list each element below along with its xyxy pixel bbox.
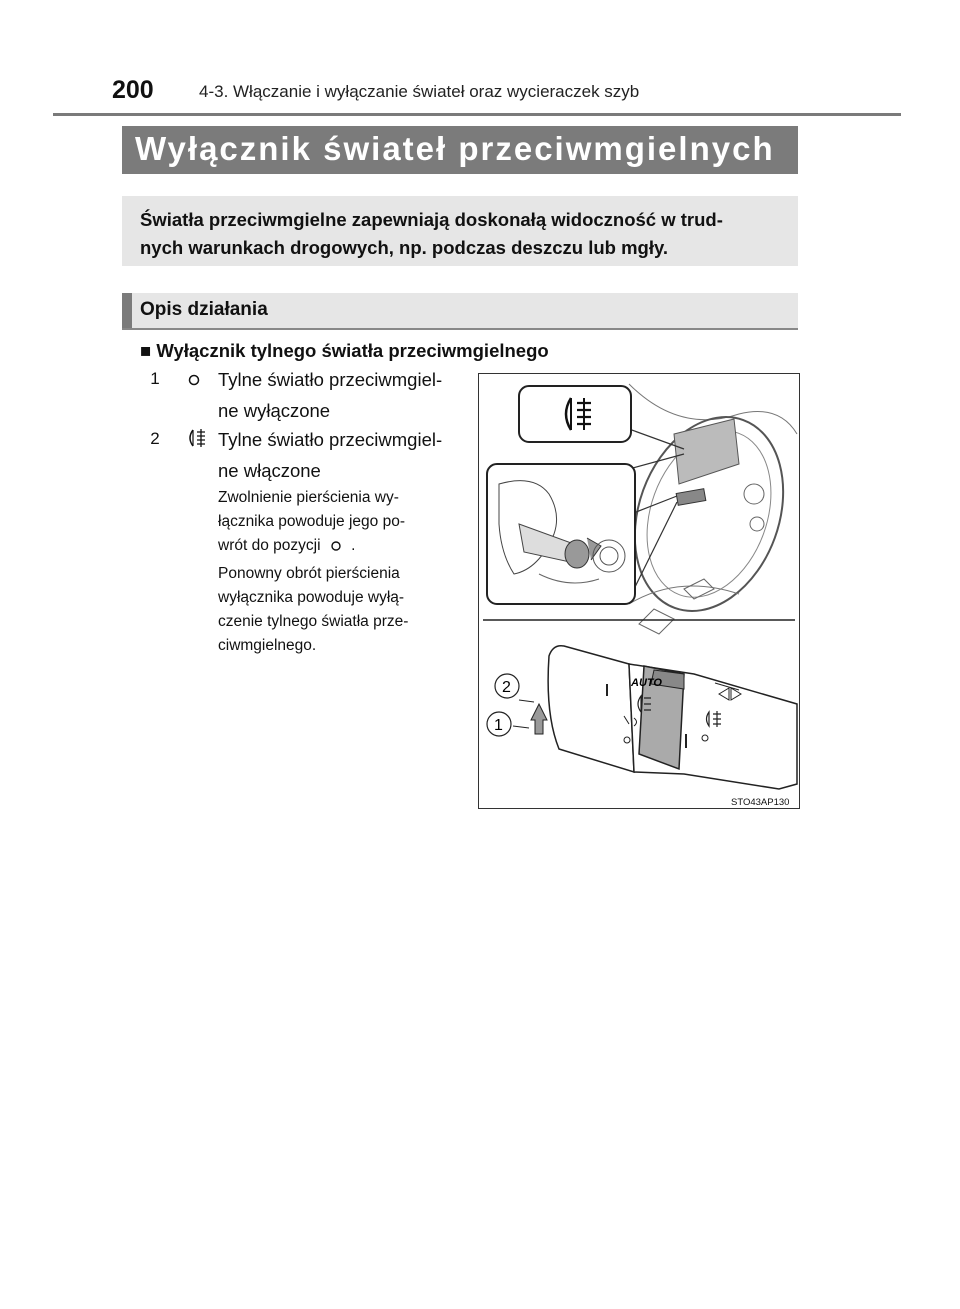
item-1-line-2: ne wyłączone [218, 400, 331, 421]
intro-line-1: Światła przeciwmgielne zapewniają doskonałą widoczność w trud- [140, 209, 723, 230]
note-2-line-4: ciwmgielnego. [218, 637, 317, 654]
subheading: ■ Wyłącznik tylnego światła przeciwmgielnego [140, 340, 549, 361]
item-2-text [218, 424, 464, 486]
note-1-line-3 [218, 534, 464, 558]
intro-line-2: nych warunkach drogowych, np. podczas deszczu lub mgły. [140, 237, 669, 258]
rear-fog-lamp-icon [184, 427, 210, 449]
item-2-line-2: ne włączone [218, 460, 321, 481]
running-header: 4-3. Włączanie i wyłączanie świateł oraz wycieraczek szyb [199, 82, 640, 101]
figure-caption: STO43AP130 [731, 797, 790, 808]
section-heading: Opis działania [140, 299, 268, 320]
figure-illustration [478, 373, 800, 809]
fog-off-circle-icon [325, 540, 347, 552]
page-title: Wyłącznik świateł przeciwmgielnych [135, 130, 775, 167]
fog-off-circle-icon [187, 373, 201, 387]
note-1-end: . [351, 537, 356, 554]
page-number: 200 [112, 76, 154, 104]
item-1-text [218, 364, 464, 426]
header-divider [53, 113, 901, 116]
note-2-line-3: czenie tylnego światła prze- [218, 613, 409, 630]
item-2-number: 2 [150, 429, 160, 448]
item-2-line-1: Tylne światło przeciwmgiel- [218, 429, 443, 450]
note-1-line-2: łącznika powoduje jego po- [218, 513, 405, 530]
callout-1: 1 [494, 717, 503, 734]
intro-text [140, 206, 790, 262]
section-marker [122, 293, 132, 328]
note-2-line-2: wyłącznika powoduje wyłą- [218, 589, 405, 606]
item-1-number: 1 [150, 369, 160, 388]
callout-2: 2 [502, 679, 511, 696]
note-1-line-1: Zwolnienie pierścienia wy- [218, 489, 399, 506]
auto-label: AUTO [631, 677, 662, 689]
note-1-line-3-text: wrót do pozycji [218, 537, 321, 554]
note-release [218, 486, 464, 558]
note-2-line-1: Ponowny obrót pierścienia [218, 565, 400, 582]
switch-diagram [479, 374, 799, 808]
note-rotate [218, 562, 464, 658]
item-1-line-1: Tylne światło przeciwmgiel- [218, 369, 443, 390]
